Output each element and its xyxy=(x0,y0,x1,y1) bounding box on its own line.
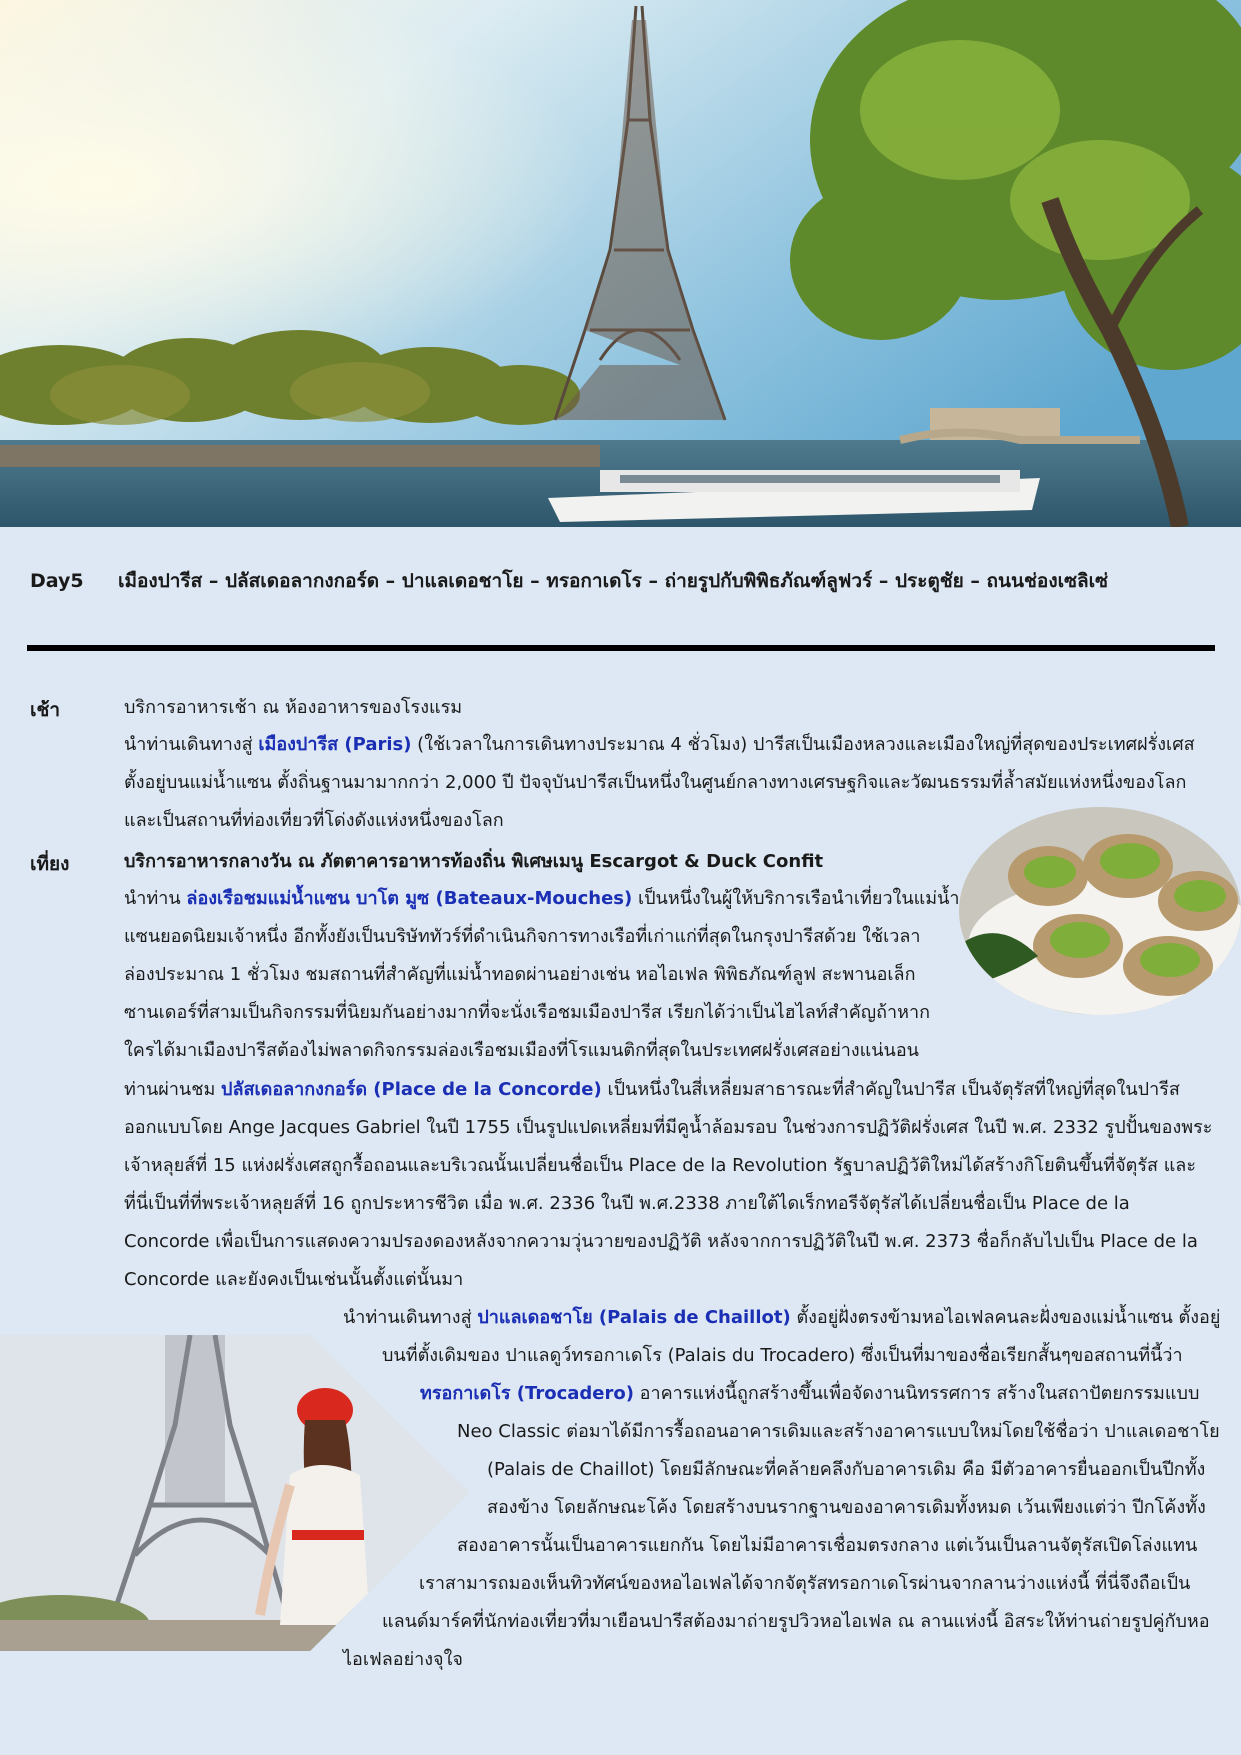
lunch-label: เที่ยง xyxy=(30,853,70,875)
hero-eiffel-photo xyxy=(0,0,1241,527)
concorde-link: ปลัสเดอลากงกอร์ด (Place de la Concorde) xyxy=(221,1079,602,1100)
chaillot-line-5: (Palais de Chaillot) โดยมีลักษณะที่คล้ายคลึงกับอาคารเดิม คือ มีตัวอาคารยื่นออกเป็นปีกทั้ง xyxy=(487,1459,1206,1480)
chaillot-line-4: Neo Classic ต่อมาได้มีการรื้อถอนอาคารเดิมและสร้างอาคารแบบใหม่โดยใช้ชื่อว่า ปาแลเดอชาโย xyxy=(457,1421,1220,1442)
bateaux-mouches-link: ล่องเรือชมแม่น้ำแซน บาโต มูซ (Bateaux-Mouches) xyxy=(186,888,633,909)
concorde-line-2: ออกแบบโดย Ange Jacques Gabriel ในปี 1755 เป็นรูปแปดเหลี่ยมที่มีคูน้ำล้อมรอบ ในช่วงการปฏิวัติฝรั่งเศส ในปี พ.ศ. 2332 รูปปั้นของพระ xyxy=(124,1117,1213,1138)
text: นำท่านเดินทางสู่ xyxy=(124,734,259,755)
morning-line-1 xyxy=(124,733,1195,757)
paris-link: เมืองปารีส (Paris) xyxy=(258,734,412,755)
text: อาคารแห่งนี้ถูกสร้างขึ้นเพื่อจัดงานนิทรรศการ สร้างในสถาปัตยกรรมแบบ xyxy=(633,1383,1200,1404)
text: นำท่าน xyxy=(124,888,187,909)
text: ตั้งอยู่ฝั่งตรงข้ามหอไอเฟลคนละฝั่งของแม่น้ำแซน ตั้งอยู่ xyxy=(790,1307,1221,1328)
chaillot-line-7: สองอาคารนั้นเป็นอาคารแยกกัน โดยไม่มีอาคารเชื่อมตรงกลาง แต่เว้นเป็นลานจัตุรัสเปิดโล่งแทน xyxy=(457,1535,1198,1556)
concorde-line-1 xyxy=(124,1078,1180,1102)
chaillot-line-6: สองข้าง โดยลักษณะโค้ง โดยสร้างบนรากฐานของอาคารเดิมทั้งหมด เว้นเพียงแต่ว่า ปีกโค้งทั้ง xyxy=(487,1497,1206,1518)
eiffel-tower-photo-icon xyxy=(0,0,1241,527)
morning-breakfast: บริการอาหารเช้า ณ ห้องอาหารของโรงแรม xyxy=(124,697,463,718)
escargot-photo-icon xyxy=(958,806,1241,1016)
concorde-line-3: เจ้าหลุยส์ที่ 15 แห่งฝรั่งเศสถูกรื้อถอนและบริเวณนั้นเปลี่ยนชื่อเป็น Place de la Revolution รัฐบาลปฏิวัติใหม่ได้สร้างกิโยตินขึ้นที่จัตุรัส และ xyxy=(124,1155,1196,1176)
text: นำท่านเดินทางสู่ xyxy=(343,1307,478,1328)
lunch-line-3: ล่องประมาณ 1 ชั่วโมง ชมสถานที่สำคัญที่แม่น้ำทอดผ่านอย่างเช่น หอไอเฟล พิพิธภัณฑ์ลูฟ สะพานอเล็ก xyxy=(124,964,916,985)
text: เป็นหนึ่งในผู้ให้บริการเรือนำเที่ยวในแม่น้ำ xyxy=(632,888,960,909)
title-divider xyxy=(27,645,1215,651)
morning-label: เช้า xyxy=(30,699,61,721)
lunch-line-2: แซนยอดนิยมเจ้าหนึ่ง อีกทั้งยังเป็นบริษัททัวร์ที่ดำเนินกิจการทางเรือที่เก่าแก่ที่สุดในกรุงปารีสด้วย ใช้เวลา xyxy=(124,926,921,947)
day-title: เมืองปารีส – ปลัสเดอลากงกอร์ด – ปาแลเดอชาโย – ทรอกาเดโร – ถ่ายรูปกับพิพิธภัณฑ์ลูฟวร์ – ประตูชัย – ถนนช่องเซลิเซ่ xyxy=(118,570,1109,592)
day-title-row xyxy=(30,566,1220,596)
chaillot-link: ปาแลเดอชาโย (Palais de Chaillot) xyxy=(477,1307,791,1328)
morning-line-2: ตั้งอยู่บนแม่น้ำแซน ตั้งถิ่นฐานมามากกว่า 2,000 ปี ปัจจุบันปารีสเป็นหนึ่งในศูนย์กลางทางเศรษฐกิจและวัฒนธรรมที่ล้ำสมัยแห่งหนึ่งของโลก xyxy=(124,772,1187,793)
chaillot-line-1 xyxy=(343,1306,1220,1330)
lunch-line-1 xyxy=(124,887,960,911)
chaillot-line-2: บนที่ตั้งเดิมของ ปาแลดูว์ทรอกาเดโร (Palais du Trocadero) ซึ่งเป็นที่มาของชื่อเรียกสั้นๆขอสถานที่นี้ว่า xyxy=(382,1345,1183,1366)
lunch-line-4: ซานเดอร์ที่สามเป็นกิจกรรมที่นิยมกันอย่างมากที่จะนั่งเรือชมเมืองปารีส เรียกได้ว่าเป็นไฮไลท์สำคัญถ้าหาก xyxy=(124,1002,930,1023)
chaillot-line-9: แลนด์มาร์คที่นักท่องเที่ยวที่มาเยือนปารีสต้องมาถ่ายรูปวิวหอไอเฟล ณ ลานแห่งนี้ อิสระให้ท่านถ่ายรูปคู่กับหอ xyxy=(382,1611,1210,1632)
concorde-line-5: Concorde เพื่อเป็นการแสดงความปรองดองหลังจากความวุ่นวายของปฏิวัติ หลังจากการปฏิวัติในปี พ.ศ. 2373 ชื่อก็กลับไปเป็น Place de la xyxy=(124,1231,1198,1252)
chaillot-line-8: เราสามารถมองเห็นทิวทัศน์ของหอไอเฟลได้จากจัตุรัสทรอกาเดโรผ่านจากลานว่างแห่งนี้ ที่นี่จึงถือเป็น xyxy=(419,1573,1191,1594)
trocadero-link: ทรอกาเดโร (Trocadero) xyxy=(420,1383,634,1404)
lunch-line-5: ใครได้มาเมืองปารีสต้องไม่พลาดกิจกรรมล่องเรือชมเมืองที่โรแมนติกที่สุดในประเทศฝรั่งเศสอย่างแน่นอน xyxy=(124,1040,919,1061)
text: เป็นหนึ่งในสี่เหลี่ยมสาธารณะที่สำคัญในปารีส เป็นจัตุรัสที่ใหญ่ที่สุดในปารีส xyxy=(601,1079,1180,1100)
concorde-line-4: ที่นี่เป็นที่ที่พระเจ้าหลุยส์ที่ 16 ถูกประหารชีวิต เมื่อ พ.ศ. 2336 ในปี พ.ศ.2338 ภายใต้ไดเร็กทอรีจัตุรัสได้เปลี่ยนชื่อเป็น Place de la xyxy=(124,1193,1130,1214)
lunch-heading: บริการอาหารกลางวัน ณ ภัตตาคารอาหารท้องถิ่น พิเศษเมนู Escargot & Duck Confit xyxy=(124,851,824,872)
day-label: Day5 xyxy=(30,570,84,592)
text: (ใช้เวลาในการเดินทางประมาณ 4 ชั่วโมง) ปารีสเป็นเมืองหลวงและเมืองใหญ่ที่สุดของประเทศฝรั่งเศส xyxy=(411,734,1195,755)
woman-eiffel-photo-icon xyxy=(0,1335,470,1651)
chaillot-line-10: ไอเฟลอย่างจุใจ xyxy=(343,1649,463,1670)
chaillot-line-3 xyxy=(420,1382,1199,1406)
text: ท่านผ่านชม xyxy=(124,1079,222,1100)
morning-line-3: และเป็นสถานที่ท่องเที่ยวที่โด่งดังแห่งหนึ่งของโลก xyxy=(124,810,504,831)
concorde-line-6: Concorde และยังคงเป็นเช่นนั้นตั้งแต่นั้นมา xyxy=(124,1269,464,1290)
